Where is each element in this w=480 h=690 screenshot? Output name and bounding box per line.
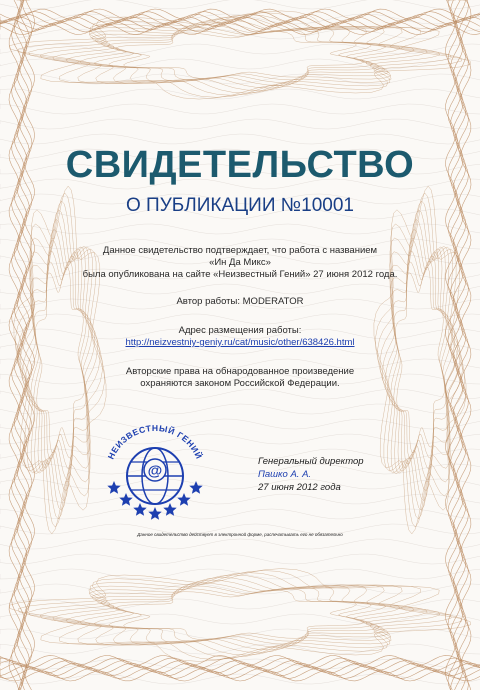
signature-role: Генеральный директор bbox=[258, 456, 364, 467]
confirmation-paragraph bbox=[40, 245, 440, 281]
svg-text:НЕИЗВЕСТНЫЙ ГЕНИЙ bbox=[106, 423, 206, 461]
globe-icon bbox=[127, 448, 183, 504]
neizvestniy-geniy-logo bbox=[100, 418, 210, 523]
confirm-line-3: была опубликована на сайте «Неизвестный Гений» 27 июня 2012 года. bbox=[82, 269, 398, 280]
confirm-line-1: Данное свидетельство подтверждает, что работа с названием bbox=[102, 245, 378, 256]
star-icon bbox=[107, 481, 120, 494]
signature-name: Пашко А. А. bbox=[258, 469, 312, 480]
work-title: «Ин Да Микс» bbox=[209, 257, 271, 268]
star-icon bbox=[133, 503, 146, 516]
address-label: Адрес размещения работы: bbox=[178, 325, 302, 336]
signature-block bbox=[258, 455, 428, 494]
star-icon bbox=[119, 493, 132, 506]
star-icon bbox=[148, 507, 161, 520]
logo-stars bbox=[107, 481, 202, 520]
star-icon bbox=[189, 481, 202, 494]
star-icon bbox=[177, 493, 190, 506]
at-symbol: @ bbox=[147, 462, 163, 480]
footnote: Данное свидетельство действует в электронной форме, распечатывать его не обязательно bbox=[137, 532, 343, 537]
star-icon bbox=[163, 503, 176, 516]
copyright-line-1: Авторские права на обнародованное произведение bbox=[125, 366, 355, 377]
certificate-subtitle: О ПУБЛИКАЦИИ №10001 bbox=[126, 195, 354, 216]
logo-arc-text: НЕИЗВЕСТНЫЙ ГЕНИЙ bbox=[105, 422, 205, 461]
certificate-title: СВИДЕТЕЛЬСТВО bbox=[65, 144, 415, 186]
copyright-block bbox=[40, 366, 440, 390]
copyright-line-2: охраняются законом Российской Федерации. bbox=[140, 378, 340, 389]
author-line: Автор работы: MODERATOR bbox=[176, 296, 304, 307]
signature-date: 27 июня 2012 года bbox=[258, 482, 341, 493]
address-link[interactable]: http://neizvestniy-geniy.ru/cat/music/other/638426.html bbox=[125, 337, 355, 348]
address-block bbox=[40, 325, 440, 349]
